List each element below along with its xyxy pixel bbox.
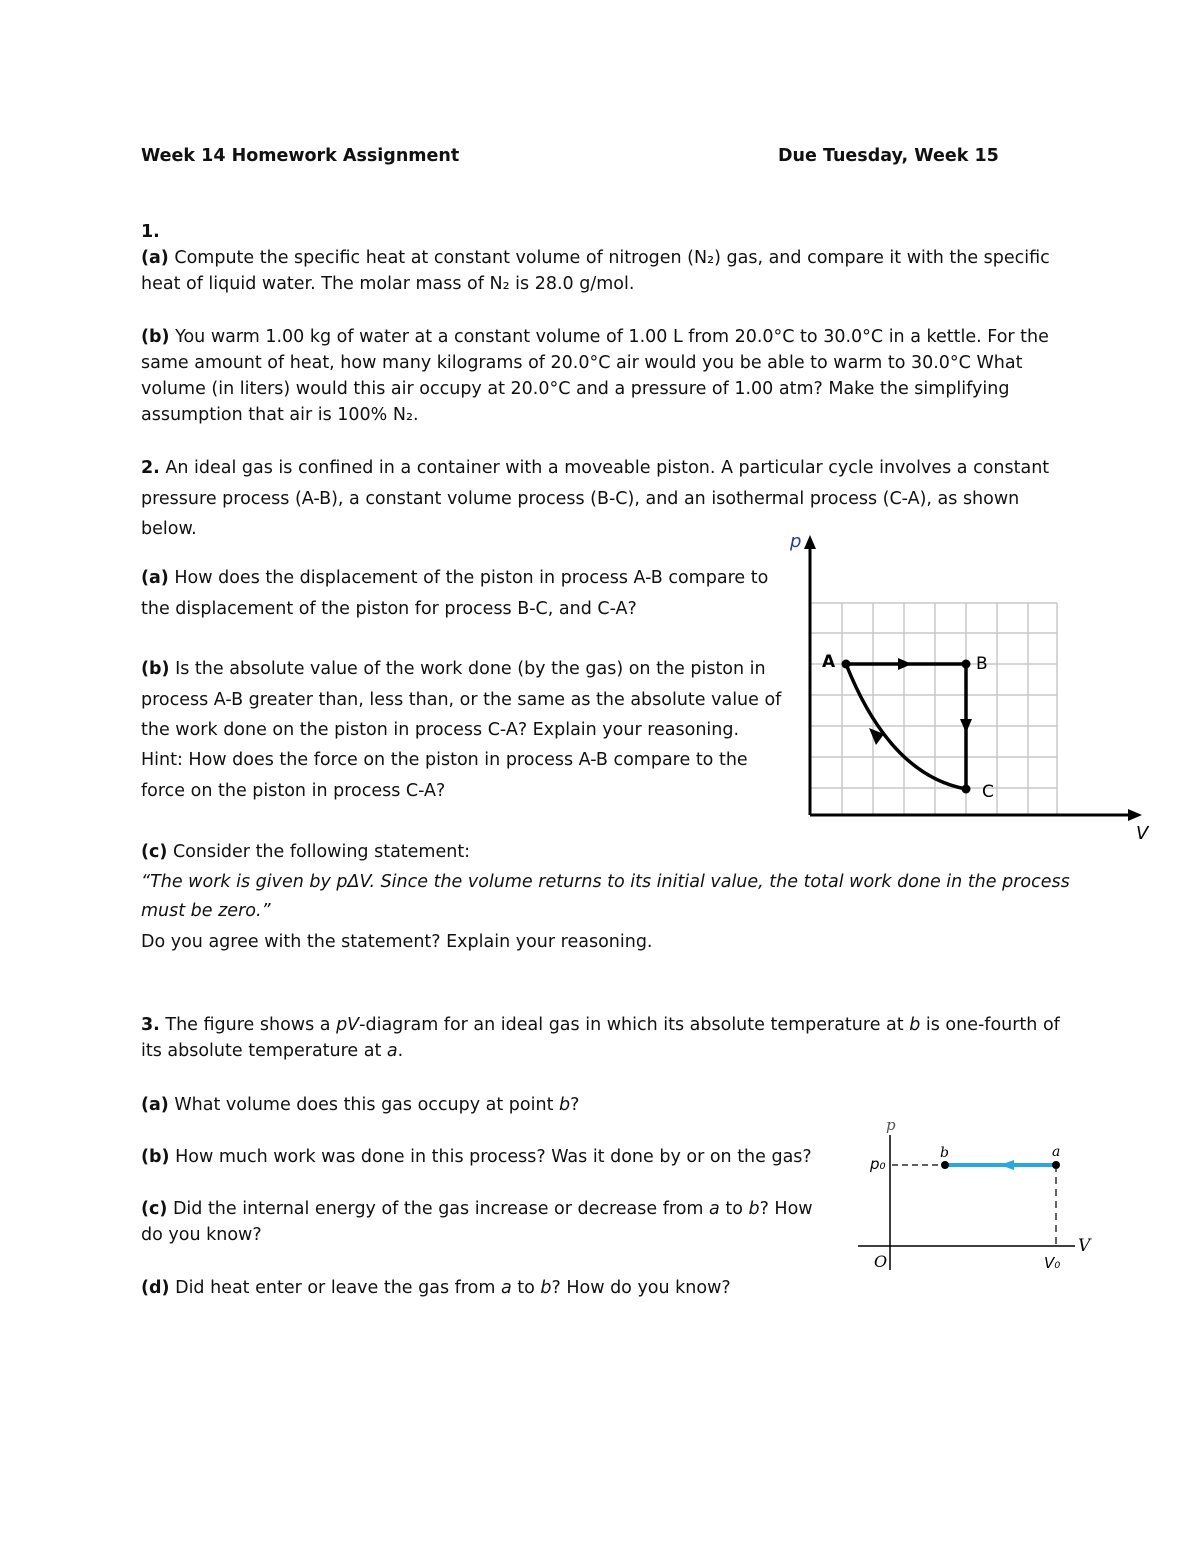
- q2b-line3: the work done on the piston in process C-A? Explain your reasoning.: [141, 720, 740, 740]
- q2-point-a: [842, 660, 851, 669]
- q3a-text: What volume does this gas occupy at point: [168, 1095, 559, 1115]
- q3c-b: b: [748, 1199, 760, 1219]
- q2c-line1: [141, 839, 470, 865]
- q3-intro-line1: [141, 1012, 1060, 1038]
- q1b-line4: assumption that air is 100% N₂.: [141, 405, 419, 425]
- q3-intro-a: a: [386, 1041, 398, 1061]
- q3-pv-diagram: [850, 1105, 1100, 1285]
- q3-intro-b: b: [909, 1015, 921, 1035]
- q1-number: 1.: [141, 222, 160, 242]
- q2c-label: (c): [141, 842, 168, 862]
- q3b-line: [141, 1144, 812, 1170]
- q2b-text1: Is the absolute value of the work done (by the gas) on the piston in: [169, 659, 766, 679]
- assignment-title: Week 14 Homework Assignment: [141, 146, 460, 166]
- q3-origin-label: O: [874, 1252, 888, 1271]
- q3-intro-text1a: The figure shows a: [159, 1015, 337, 1035]
- q1b-line3: volume (in liters) would this air occupy at 20.0°C and a pressure of 1.00 atm? Make the simplifying: [141, 379, 1010, 399]
- q2a-text1: How does the displacement of the piston in process A-B compare to: [168, 568, 769, 588]
- q3-number: 3.: [141, 1015, 160, 1035]
- q1b-line1: [141, 324, 1049, 350]
- q1b-line2: same amount of heat, how many kilograms of 20.0°C air would you be able to warm to 30.0°C What: [141, 353, 1023, 373]
- q3c-to: to: [719, 1199, 749, 1219]
- q3d-a: a: [500, 1278, 512, 1298]
- q3c-text1: Did the internal energy of the gas increase or decrease from: [167, 1199, 710, 1219]
- q2-intro-line2: pressure process (A-B), a constant volume process (B-C), and an isothermal process (C-A), as shown: [141, 489, 1020, 509]
- q1b-label: (b): [141, 327, 170, 347]
- q2a-label: (a): [141, 568, 169, 588]
- q2-point-b: [962, 660, 971, 669]
- q3-p0-label: p₀: [870, 1155, 886, 1173]
- q2b-line1: [141, 656, 766, 682]
- q2b-line4: Hint: How does the force on the piston in process A-B compare to the: [141, 750, 748, 770]
- q3-label-b: b: [940, 1145, 949, 1161]
- q3c-label: (c): [141, 1199, 168, 1219]
- q2-intro-text1: An ideal gas is confined in a container with a moveable piston. A particular cycle involves a constant: [159, 458, 1050, 478]
- q3d-end: ? How do you know?: [551, 1278, 731, 1298]
- q2-number: 2.: [141, 458, 160, 478]
- q3d-to: to: [511, 1278, 541, 1298]
- q3-intro-pv: pV: [336, 1015, 360, 1035]
- q3d-text1: Did heat enter or leave the gas from: [169, 1278, 501, 1298]
- q2-p-axis-arrow: [804, 535, 816, 549]
- q1a-text1: Compute the specific heat at constant volume of nitrogen (N₂) gas, and compare it with the specific: [168, 248, 1050, 268]
- q3c-line2: do you know?: [141, 1225, 262, 1245]
- q3-point-b: [941, 1161, 949, 1169]
- q3-p-label: p: [886, 1116, 896, 1134]
- q2a-line2: the displacement of the piston for process B-C, and C-A?: [141, 599, 637, 619]
- q3d-b: b: [540, 1278, 552, 1298]
- q3-intro-text2a: its absolute temperature at: [141, 1041, 387, 1061]
- q2-arrow-ab: [898, 658, 912, 670]
- q3a-label: (a): [141, 1095, 169, 1115]
- q3-intro-line2: [141, 1038, 403, 1064]
- q1a-line1: [141, 245, 1050, 271]
- q3-intro-text1b: -diagram for an ideal gas in which its absolute temperature at: [359, 1015, 910, 1035]
- q1a-line2: heat of liquid water. The molar mass of N₂ is 28.0 g/mol.: [141, 274, 635, 294]
- q2-label-c: C: [982, 782, 994, 802]
- q2c-text1: Consider the following statement:: [167, 842, 471, 862]
- q2-point-c: [962, 785, 971, 794]
- q3-v0-label: V₀: [1044, 1254, 1061, 1272]
- q2-label-b: B: [976, 654, 988, 674]
- q3-process-arrow: [1000, 1160, 1014, 1170]
- q2-v-axis-arrow: [1128, 809, 1142, 821]
- q1b-text1: You warm 1.00 kg of water at a constant volume of 1.00 L from 20.0°C to 30.0°C in a kettle. For the: [169, 327, 1049, 347]
- q2-grid: [810, 603, 1057, 815]
- q3a-end: ?: [570, 1095, 580, 1115]
- q3b-label: (b): [141, 1147, 170, 1167]
- q2c-quote-line1: “The work is given by pΔV. Since the volume returns to its initial value, the total work done in the process: [141, 872, 1070, 892]
- q3c-a: a: [709, 1199, 720, 1219]
- q3d-line: [141, 1275, 731, 1301]
- q3a-b: b: [559, 1095, 571, 1115]
- q3-v-label: V: [1078, 1236, 1091, 1256]
- q2b-line2: process A-B greater than, less than, or the same as the absolute value of: [141, 690, 782, 710]
- q3c-text2: ? How: [759, 1199, 813, 1219]
- q2-label-a: A: [822, 652, 836, 672]
- q2-intro-line3: below.: [141, 519, 197, 539]
- q2-pv-diagram: [780, 525, 1160, 845]
- q3-point-a: [1052, 1161, 1060, 1169]
- q2a-line1: [141, 565, 768, 591]
- q3-intro-text1c: is one-fourth of: [920, 1015, 1060, 1035]
- q3-intro-text2b: .: [397, 1041, 404, 1061]
- q1a-label: (a): [141, 248, 169, 268]
- q2-intro-line1: [141, 455, 1049, 481]
- q3a-line: [141, 1092, 579, 1118]
- q2-v-label: V: [1136, 823, 1149, 844]
- q3-label-a: a: [1052, 1144, 1061, 1160]
- due-date: Due Tuesday, Week 15: [778, 146, 999, 166]
- q3b-text: How much work was done in this process? Was it done by or on the gas?: [169, 1147, 812, 1167]
- q2c-quote-line2: must be zero.”: [141, 901, 271, 921]
- q2b-label: (b): [141, 659, 170, 679]
- q2c-line2: Do you agree with the statement? Explain your reasoning.: [141, 932, 653, 952]
- q3c-line1: [141, 1196, 813, 1222]
- q2b-line5: force on the piston in process C-A?: [141, 781, 446, 801]
- q3d-label: (d): [141, 1278, 170, 1298]
- q2-p-label: p: [790, 531, 802, 552]
